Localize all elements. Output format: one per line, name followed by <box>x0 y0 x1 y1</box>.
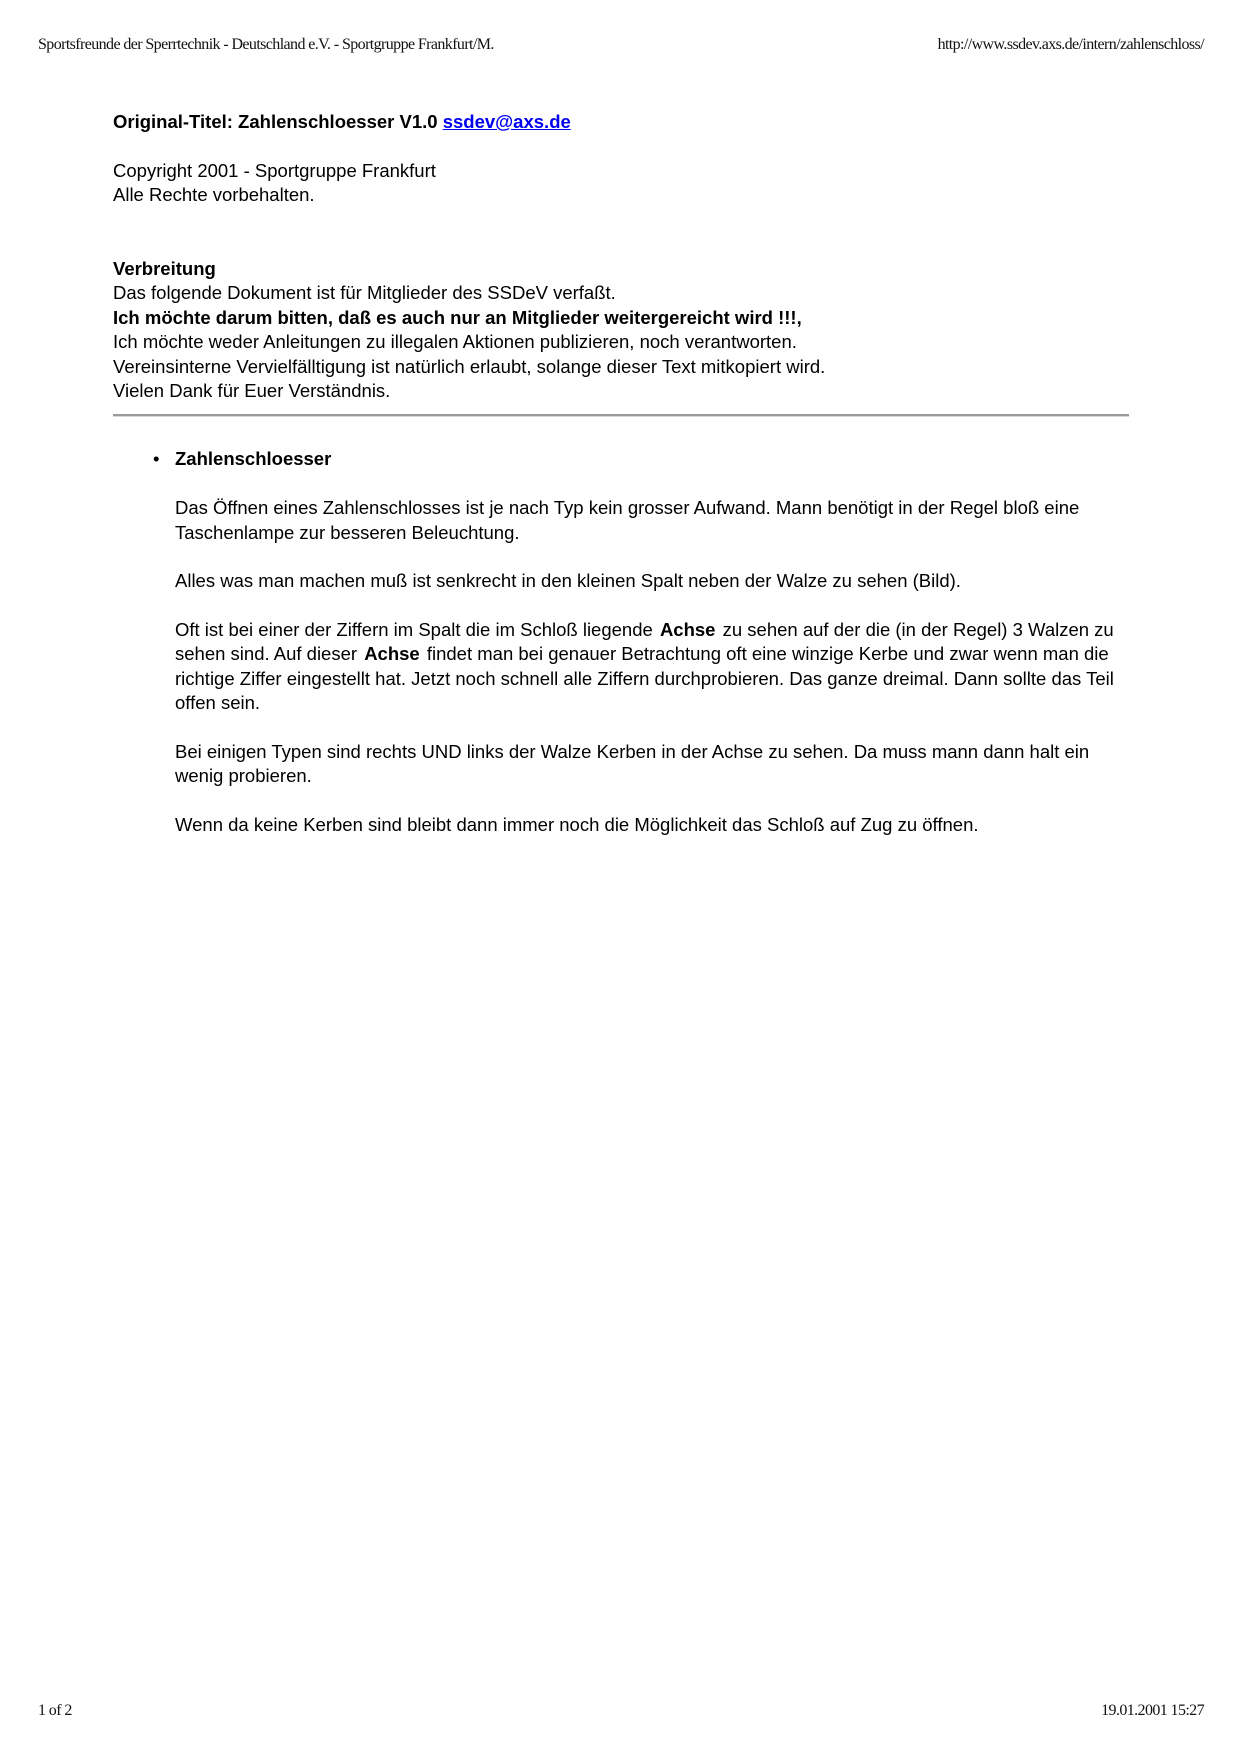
thanks-line: Vielen Dank für Euer Verständnis. <box>113 380 391 401</box>
verbreitung-line-2: Ich möchte darum bitten, daß es auch nur an Mitglieder weitergereicht wird !!!, <box>113 306 802 328</box>
zahlenschloesser-section <box>113 447 1133 838</box>
paragraph-1: Das Öffnen eines Zahlenschlosses ist je nach Typ kein grosser Aufwand. Mann benötigt in der Regel bloß eine Taschenlampe zur besseren Beleuchtung. <box>175 497 1080 543</box>
keyword-achse-2: Achse <box>364 643 420 664</box>
keyword-achse-1: Achse <box>659 618 716 640</box>
page-number: 1 of 2 <box>38 1702 72 1719</box>
title-label: Original-Titel: Zahlenschloesser V1.0 <box>113 111 438 132</box>
paragraph-4: Bei einigen Typen sind rechts UND links der Walze Kerben in der Achse zu sehen. Da muss mann dann halt ein wenig probieren. <box>175 740 1090 786</box>
paragraph-3 <box>175 618 1125 716</box>
horizontal-divider <box>113 414 1129 417</box>
verbreitung-line-3: Ich möchte weder Anleitungen zu illegalen Aktionen publizieren, noch verantworten. <box>113 331 797 352</box>
paragraph-2: Alles was man machen muß ist senkrecht in den kleinen Spalt neben der Walze zu sehen (Bild). <box>175 570 961 591</box>
paragraph-3-part-a: Oft ist bei einer der Ziffern im Spalt die im Schloß liegende <box>175 618 653 640</box>
print-footer <box>38 1702 1204 1720</box>
rights-line: Alle Rechte vorbehalten. <box>113 184 315 205</box>
copyright-block <box>113 159 1133 208</box>
print-header-url: http://www.ssdev.axs.de/intern/zahlenschloss/ <box>937 36 1204 53</box>
email-link[interactable]: ssdev@axs.de <box>442 111 571 132</box>
document-content <box>113 110 1133 837</box>
verbreitung-line-4: Vereinsinterne Vervielfälltigung ist natürlich erlaubt, solange dieser Text mitkopiert wird. <box>113 355 826 377</box>
document-title <box>113 110 1133 135</box>
verbreitung-heading: Verbreitung <box>113 257 216 279</box>
section-heading <box>113 447 1133 472</box>
section-body <box>113 496 1133 837</box>
print-header <box>38 36 1204 54</box>
bullet-icon: • <box>153 447 160 469</box>
section-heading-text: Zahlenschloesser <box>175 447 332 469</box>
paragraph-3-part-c: findet man bei genauer Betrachtung oft eine winzige Kerbe und zwar wenn man die richtige Ziffer eingestellt hat. Jetzt noch schnell alle Ziffern durchprobieren. Das ganze dreimal. Dann sollte das Teil offen sein. <box>175 643 1114 713</box>
verbreitung-line-1: Das folgende Dokument ist für Mitglieder des SSDeV verfaßt. <box>113 282 616 303</box>
print-header-title: Sportsfreunde der Sperrtechnik - Deutschland e.V. - Sportgruppe Frankfurt/M. <box>38 36 494 53</box>
paragraph-5: Wenn da keine Kerben sind bleibt dann immer noch die Möglichkeit das Schloß auf Zug zu öffnen. <box>175 813 979 835</box>
paragraph-3-part-b: zu sehen auf der die (in der Regel) 3 Walzen zu sehen sind. Auf dieser <box>175 618 1114 664</box>
verbreitung-block <box>113 257 1133 380</box>
print-timestamp: 19.01.2001 15:27 <box>1101 1702 1204 1719</box>
copyright-line: Copyright 2001 - Sportgruppe Frankfurt <box>113 159 436 181</box>
